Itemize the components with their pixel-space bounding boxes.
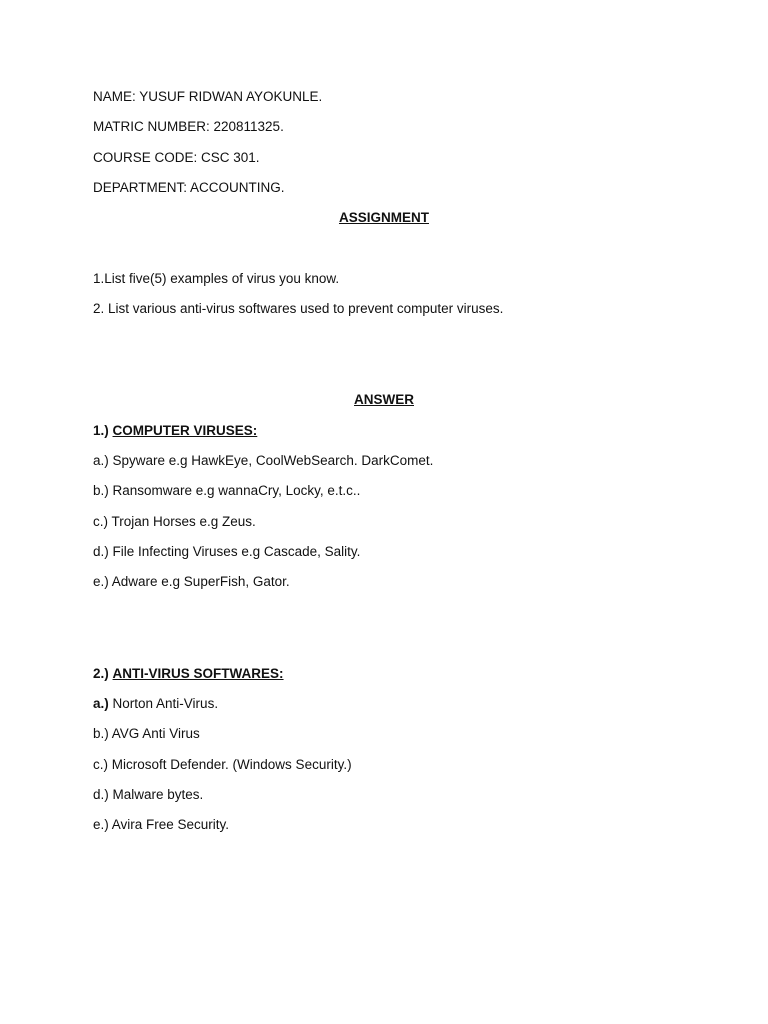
section-2-title: ANTI-VIRUS SOFTWARES: [112, 666, 284, 681]
student-name: NAME: YUSUF RIDWAN AYOKUNLE. [93, 89, 323, 104]
section-1-title: COMPUTER VIRUSES: [112, 423, 258, 438]
virus-item-c: c.) Trojan Horses e.g Zeus. [93, 514, 256, 529]
antivirus-item-a-prefix: a.) [93, 696, 109, 711]
assignment-title: ASSIGNMENT [338, 210, 429, 225]
antivirus-item-d: d.) Malware bytes. [93, 787, 204, 802]
virus-item-d: d.) File Infecting Viruses e.g Cascade, Sality. [93, 544, 361, 559]
question-2: 2. List various anti-virus softwares used to prevent computer viruses. [93, 301, 504, 316]
virus-item-e: e.) Adware e.g SuperFish, Gator. [93, 574, 290, 589]
answer-title: ANSWER [354, 392, 414, 407]
virus-item-a: a.) Spyware e.g HawkEye, CoolWebSearch. DarkComet. [93, 453, 434, 468]
antivirus-item-b: b.) AVG Anti Virus [93, 726, 200, 741]
section-2-number: 2.) [93, 666, 109, 681]
antivirus-item-a-text: Norton Anti-Virus. [108, 696, 219, 711]
antivirus-item-a [93, 695, 218, 713]
department: DEPARTMENT: ACCOUNTING. [93, 180, 285, 195]
question-1: 1.List five(5) examples of virus you know. [93, 271, 340, 286]
course-code: COURSE CODE: CSC 301. [93, 150, 260, 165]
matric-number: MATRIC NUMBER: 220811325. [93, 119, 284, 134]
antivirus-item-e: e.) Avira Free Security. [93, 817, 230, 832]
section-2-heading [93, 665, 284, 683]
section-1-number: 1.) [93, 423, 109, 438]
antivirus-item-c: c.) Microsoft Defender. (Windows Security.) [93, 757, 352, 772]
section-1-heading [93, 422, 257, 440]
virus-item-b: b.) Ransomware e.g wannaCry, Locky, e.t.c.. [93, 483, 361, 498]
